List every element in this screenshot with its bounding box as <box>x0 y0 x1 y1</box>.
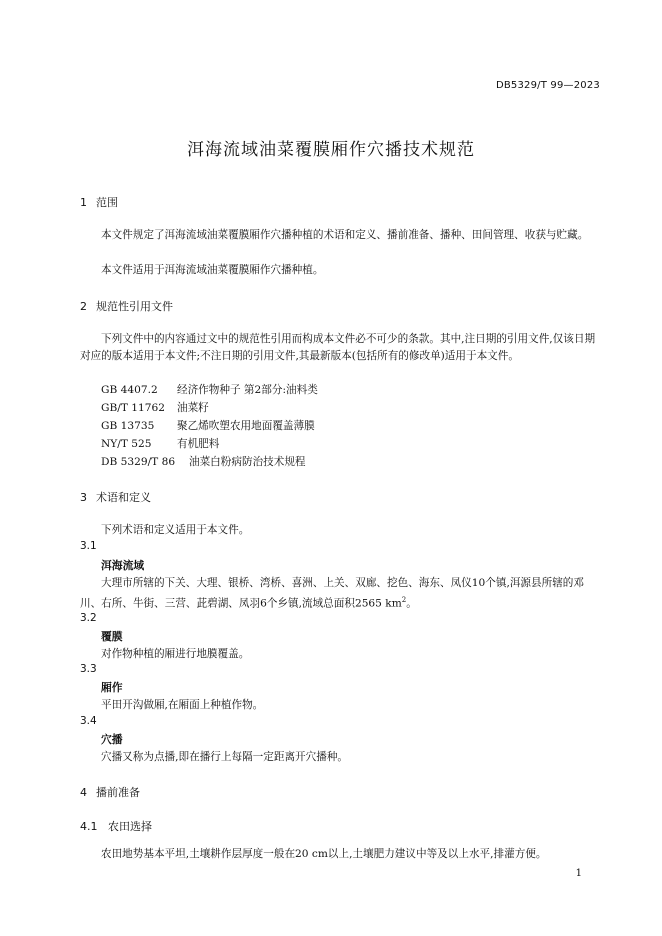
subsection-heading <box>80 818 152 834</box>
term-name: 洱海流域 <box>101 559 145 572</box>
term-definition <box>80 575 600 612</box>
section-title: 播前准备 <box>96 786 140 799</box>
standard-code: DB5329/T 99—2023 <box>495 80 600 91</box>
reference-title: 油菜籽 <box>177 402 209 414</box>
paragraph: 本文件适用于洱海流域油菜覆膜厢作穴播种植。 <box>101 264 324 276</box>
section-2-heading <box>80 298 173 314</box>
section-4-heading <box>80 784 140 800</box>
reference-title: 聚乙烯吹塑农用地面覆盖薄膜 <box>177 420 315 432</box>
definition-text: 大理市所辖的下关、大理、银桥、湾桥、喜洲、上关、双廊、挖色、海东、凤仪10个镇,洱源县所辖的邓川、右所、牛街、三营、茈碧湖、凤羽6个乡镇,流域总面积2565 km <box>80 577 584 610</box>
term-name: 穴播 <box>101 733 123 746</box>
section-1-heading <box>80 194 118 210</box>
document-title: 洱海流域油菜覆膜厢作穴播技术规范 <box>187 140 475 160</box>
term-number: 3.3 <box>80 663 97 675</box>
section-title: 术语和定义 <box>96 491 151 504</box>
term-definition: 平田开沟做厢,在厢面上种植作物。 <box>101 699 264 711</box>
term-definition: 穴播又称为点播,即在播行上每隔一定距离开穴播种。 <box>101 751 349 763</box>
paragraph: 下列术语和定义适用于本文件。 <box>101 524 250 536</box>
section-number: 1 <box>80 196 87 209</box>
definition-end: 。 <box>406 597 417 610</box>
term-number: 3.2 <box>80 612 97 624</box>
section-number: 4 <box>80 786 87 799</box>
paragraph: 下列文件中的内容通过文中的规范性引用而构成本文件必不可少的条款。其中,注日期的引用文件,仅该日期对应的版本适用于本文件;不注日期的引用文件,其最新版本(包括所有的修改单)适用于本文件。 <box>80 333 596 362</box>
reference-code: GB/T 11762 <box>101 402 165 414</box>
page-number: 1 <box>575 868 582 879</box>
reference-item <box>101 400 209 415</box>
term-definition: 对作物种植的厢进行地膜覆盖。 <box>101 648 250 660</box>
reference-code: NY/T 525 <box>101 438 152 450</box>
reference-code: DB 5329/T 86 <box>101 456 176 468</box>
term-name: 厢作 <box>101 681 123 694</box>
reference-item <box>101 382 318 397</box>
reference-code: GB 4407.2 <box>101 384 158 396</box>
reference-title: 有机肥料 <box>177 438 220 450</box>
term-name: 覆膜 <box>101 630 123 643</box>
reference-title: 油菜白粉病防治技术规程 <box>189 456 306 468</box>
subsection-number: 4.1 <box>80 820 98 833</box>
reference-item <box>101 454 306 469</box>
section-number: 3 <box>80 491 87 504</box>
superscript: 2 <box>401 595 407 604</box>
paragraph: 农田地势基本平坦,土壤耕作层厚度一般在20 cm以上,土壤肥力建议中等及以上水平,排灌方便。 <box>101 848 547 860</box>
section-title: 规范性引用文件 <box>96 300 173 313</box>
term-number: 3.4 <box>80 715 97 727</box>
term-number: 3.1 <box>80 540 97 552</box>
subsection-title: 农田选择 <box>108 820 152 833</box>
reference-title: 经济作物种子 第2部分:油料类 <box>177 384 318 396</box>
section-title: 范围 <box>96 196 118 209</box>
section-number: 2 <box>80 300 87 313</box>
section-3-heading <box>80 489 151 505</box>
paragraph: 本文件规定了洱海流域油菜覆膜厢作穴播种植的术语和定义、播前准备、播种、田间管理、收获与贮藏。 <box>101 229 589 241</box>
reference-code: GB 13735 <box>101 420 155 432</box>
reference-item <box>101 436 219 451</box>
reference-item <box>101 418 315 433</box>
